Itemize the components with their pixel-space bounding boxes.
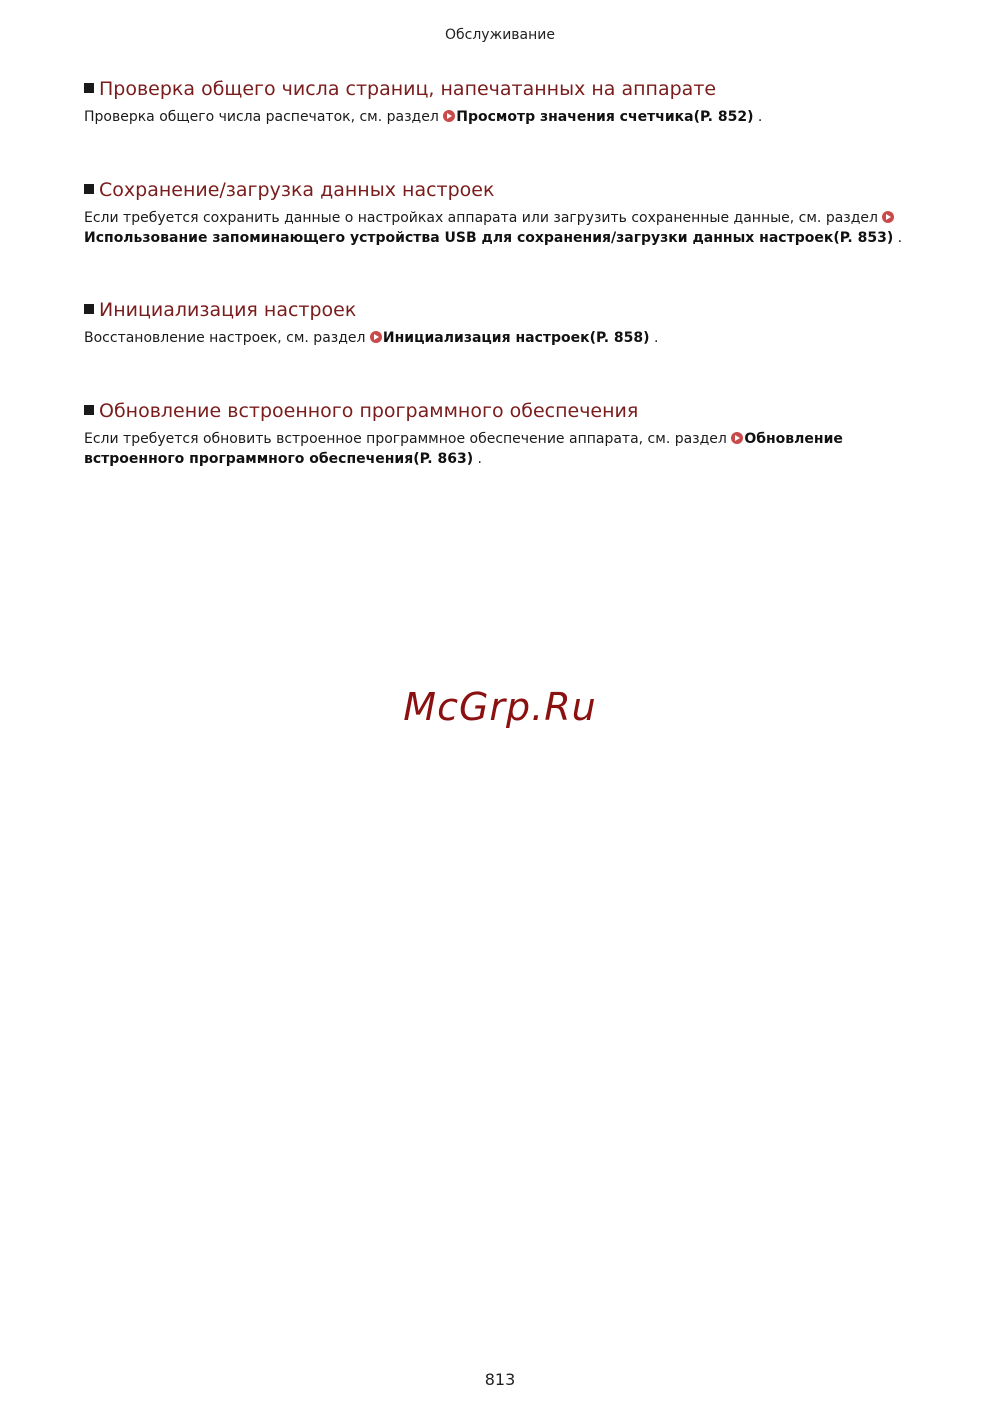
section-body: [84, 429, 914, 469]
body-text: Если требуется сохранить данные о настройках аппарата или загрузить сохраненные данные, см. раздел: [84, 210, 883, 226]
body-text: Если требуется обновить встроенное программное обеспечение аппарата, см. раздел: [84, 431, 732, 447]
body-text-end: .: [649, 330, 659, 346]
section-title-text: Проверка общего числа страниц, напечатанных на аппарате: [99, 78, 717, 100]
square-bullet-icon: [84, 83, 94, 93]
section-firmware-update: [84, 399, 914, 469]
cross-reference-link[interactable]: Обновление встроенного программного обеспечения(P. 863): [84, 431, 843, 467]
body-text-end: .: [473, 451, 483, 467]
section-title-text: Обновление встроенного программного обеспечения: [99, 400, 639, 422]
section-title-text: Сохранение/загрузка данных настроек: [99, 179, 495, 201]
section-title: [84, 77, 914, 101]
body-text: Восстановление настроек, см. раздел: [84, 330, 370, 346]
section-body: [84, 328, 914, 348]
section-settings-save-load: [84, 178, 914, 248]
play-circle-link-icon[interactable]: [370, 331, 382, 343]
square-bullet-icon: [84, 184, 94, 194]
section-page-count: [84, 77, 914, 127]
body-text-end: .: [893, 230, 903, 246]
cross-reference-link[interactable]: Использование запоминающего устройства USB для сохранения/загрузки данных настроек(P. 853): [84, 230, 894, 246]
watermark: McGrp.Ru: [403, 685, 597, 729]
section-title-text: Инициализация настроек: [99, 299, 357, 321]
cross-reference-link[interactable]: Инициализация настроек(P. 858): [382, 330, 650, 346]
section-title: [84, 298, 914, 322]
section-title: [84, 399, 914, 423]
square-bullet-icon: [84, 405, 94, 415]
section-settings-init: [84, 298, 914, 348]
section-title: [84, 178, 914, 202]
play-circle-link-icon[interactable]: [882, 211, 894, 223]
body-text-end: .: [753, 109, 763, 125]
square-bullet-icon: [84, 304, 94, 314]
section-body: [84, 107, 914, 127]
play-circle-link-icon[interactable]: [443, 110, 455, 122]
page-number: 813: [484, 1370, 516, 1389]
running-header: Обслуживание: [445, 27, 555, 43]
play-circle-link-icon[interactable]: [731, 432, 743, 444]
cross-reference-link[interactable]: Просмотр значения счетчика(P. 852): [456, 109, 754, 125]
section-body: [84, 208, 914, 248]
body-text: Проверка общего числа распечаток, см. раздел: [84, 109, 444, 125]
